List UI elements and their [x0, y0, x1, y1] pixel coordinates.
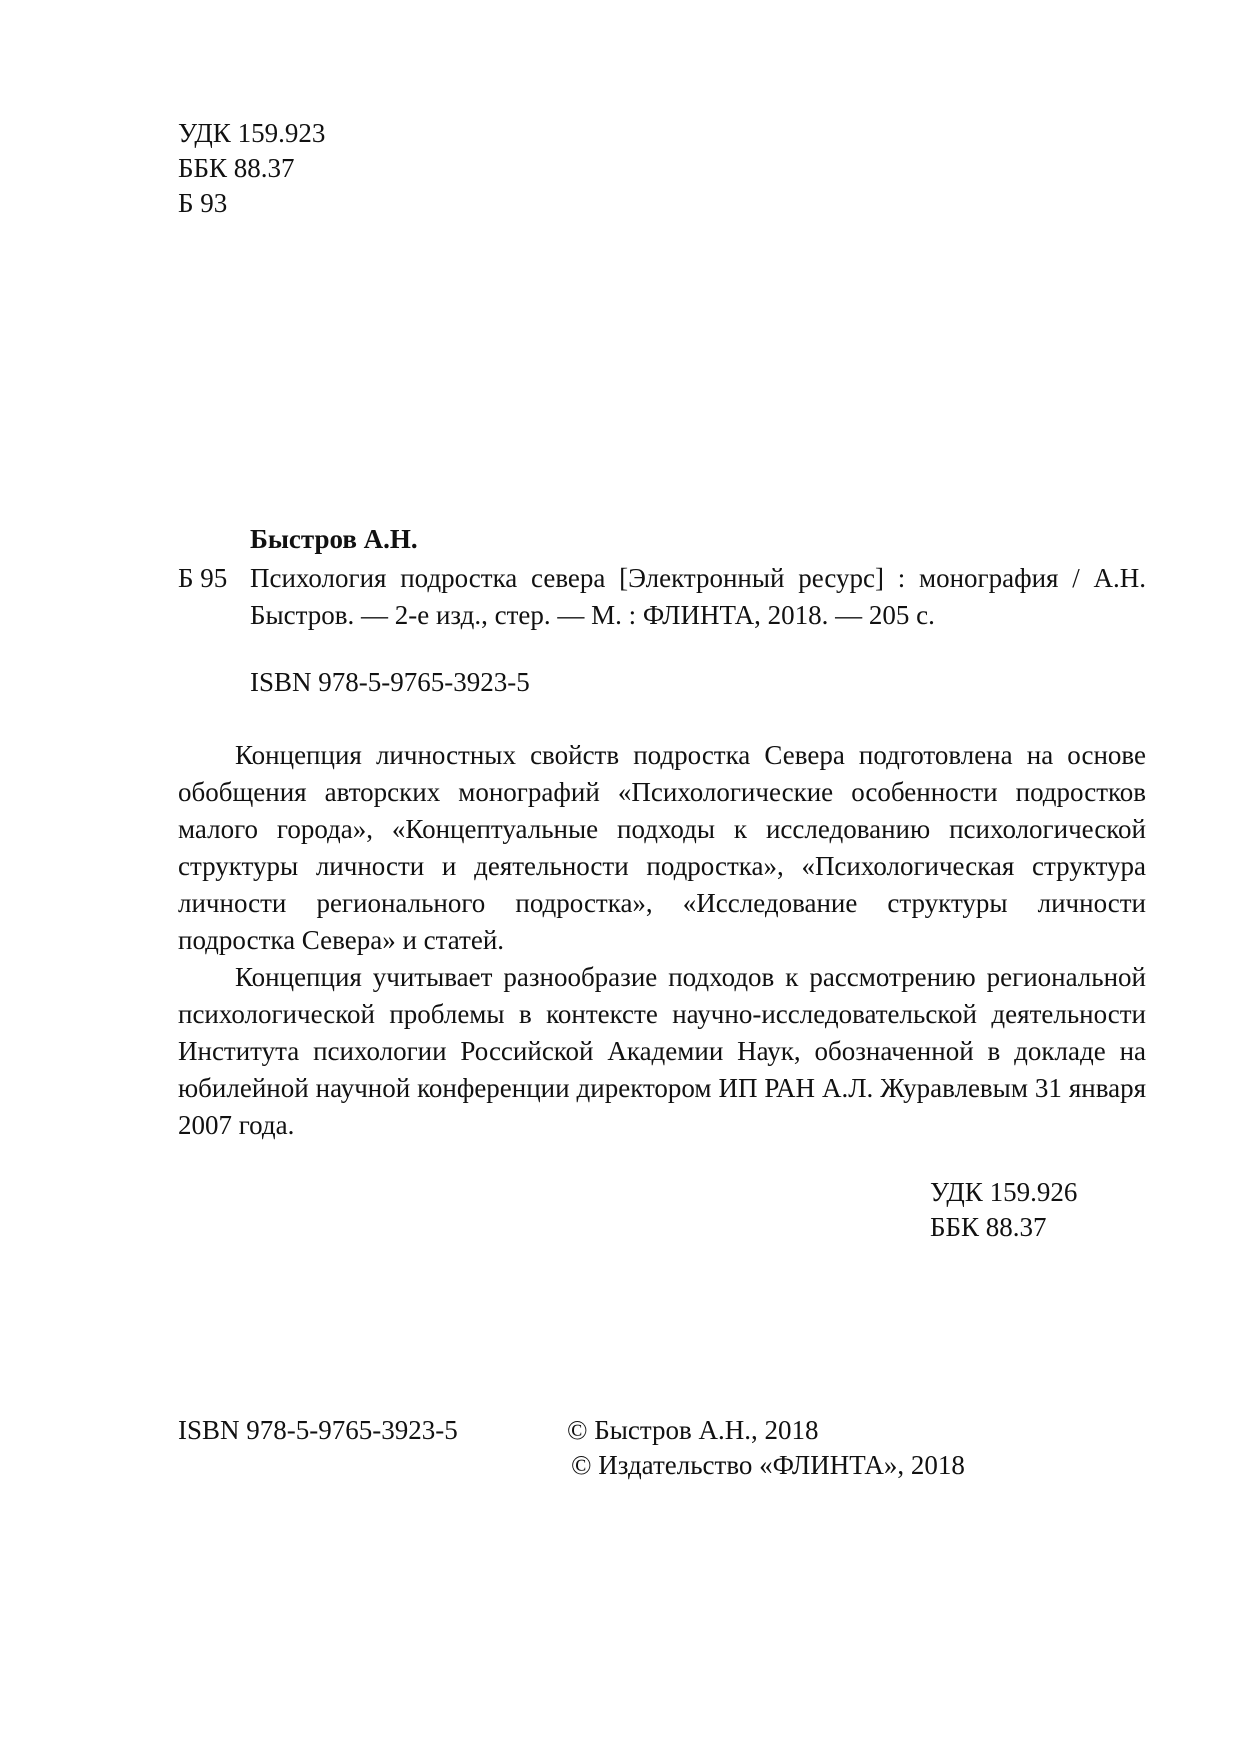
- udk-code: УДК 159.923: [178, 118, 326, 148]
- udk-code: УДК 159.926: [930, 1177, 1078, 1207]
- entry-isbn: ISBN 978-5-9765-3923-5: [250, 667, 530, 697]
- abstract: [178, 737, 1146, 1144]
- copyright-publisher: © Издательство «ФЛИНТА», 2018: [571, 1450, 965, 1480]
- abstract-paragraph: Концепция личностных свойств подростка Севера подготовлена на основе обобщения авторских монографий «Психологические особенности подростков малого города», «Концептуальные подходы к исследованию психологической структуры личности и деятельности подростка», «Психологическая структура личности регионального подростка», «Исследование структуры личности подростка Севера» и статей.: [178, 740, 1146, 955]
- copyright-block: [567, 1413, 965, 1483]
- author-mark: Б 93: [178, 188, 228, 218]
- copyright-author: © Быстров А.Н., 2018: [567, 1415, 819, 1445]
- footer-isbn: ISBN 978-5-9765-3923-5: [178, 1415, 458, 1445]
- author-heading: Быстров А.Н.: [250, 524, 418, 554]
- entry-code: Б 95: [178, 563, 228, 593]
- bbk-code: ББК 88.37: [178, 153, 295, 183]
- bbk-code: ББК 88.37: [930, 1212, 1047, 1242]
- classification-codes-top: [178, 116, 325, 221]
- classification-codes-right: [930, 1175, 1077, 1245]
- entry-description: Психология подростка севера [Электронный ресурс] : монография / А.Н. Быстров. — 2-е изд., стер. — М. : ФЛИНТА, 2018. — 205 с.: [250, 563, 1146, 630]
- abstract-paragraph: Концепция учитывает разнообразие подходов к рассмотрению региональной психологической проблемы в контексте научно-исследовательской деятельности Института психологии Российской Академии Наук, обозначенной в докладе на юбилейной научной конференции директором ИП РАН А.Л. Журавлевым 31 января 2007 года.: [178, 962, 1146, 1140]
- bibliographic-entry: [178, 560, 1146, 634]
